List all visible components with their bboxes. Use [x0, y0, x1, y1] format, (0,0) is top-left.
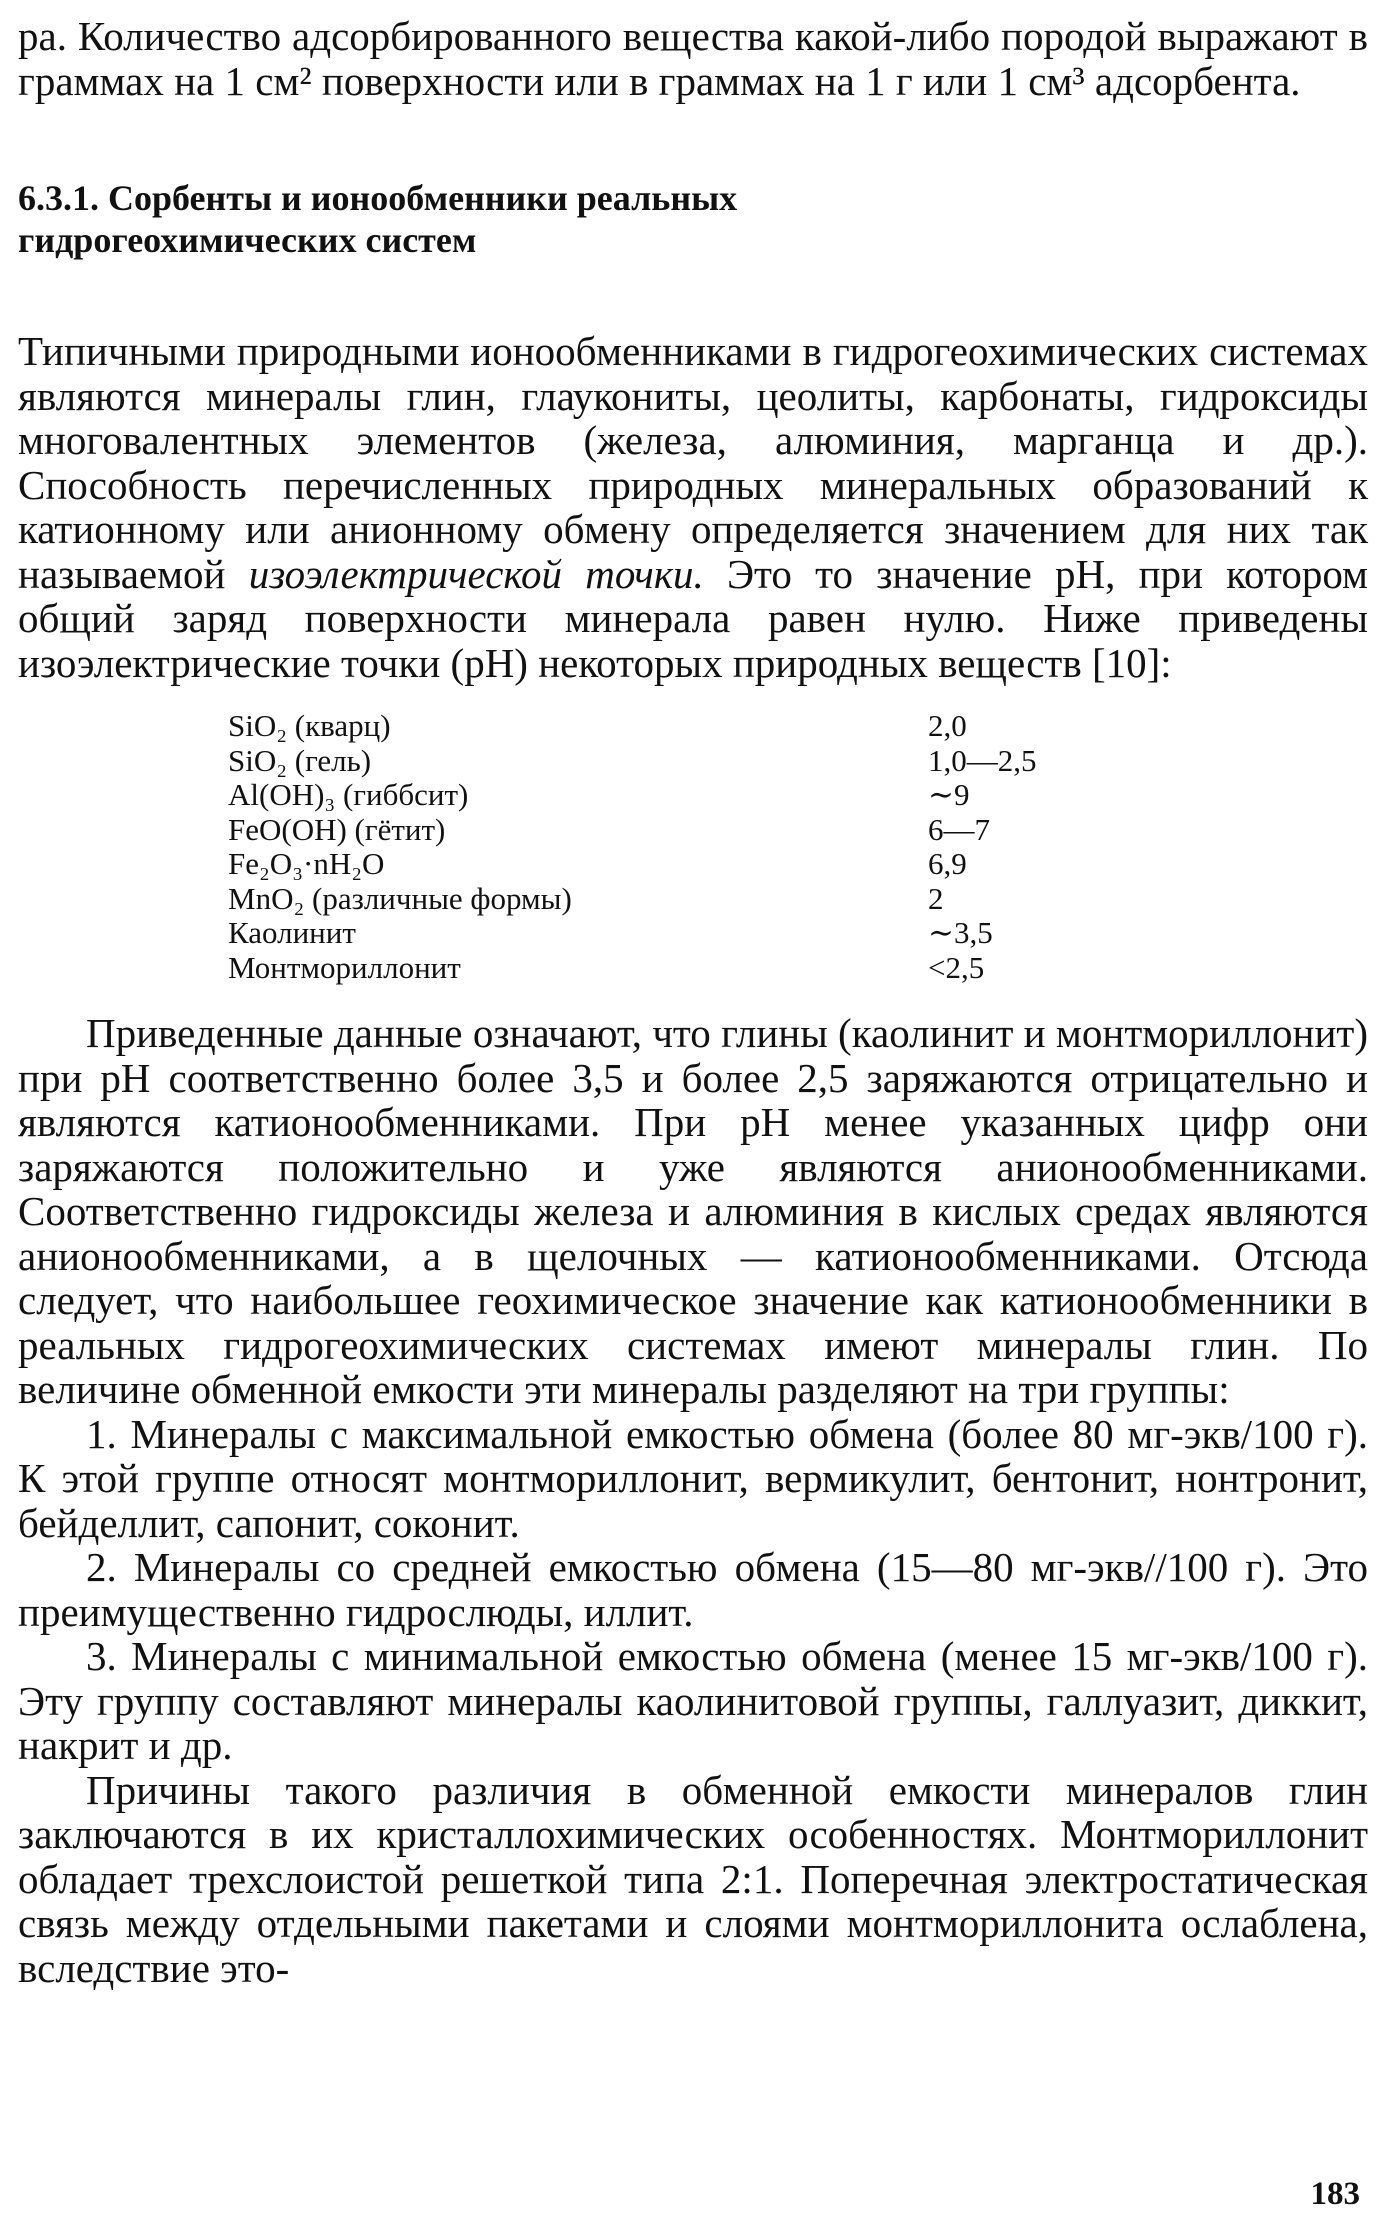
paragraph-text-start: Типичными природными ионообменниками в гидрогеохимических системах являются минералы глин, глаукониты, цеолиты, карбонаты, гидроксиды многовалентных элементов (железа, алюминия, марганца и др.). Способность перечисленных природных минеральных образований к катионному или анионному обмену определяется значением для них так называемой — [18, 328, 1368, 597]
isoelectric-value: 2,0 — [928, 708, 967, 743]
substance-name: MnO₂ (различные формы) — [228, 880, 572, 916]
isoelectric-value: 1,0—2,5 — [928, 742, 1037, 778]
document-page — [18, 14, 1368, 1990]
isoelectric-value: ∼9 — [928, 777, 970, 812]
intro-paragraph: ра. Количество адсорбированного вещества какой-либо породой выражают в граммах на 1 см² поверхности или в граммах на 1 г или 1 см³ адсорбента. — [18, 13, 1368, 104]
section-heading-line-1: 6.3.1. Сорбенты и ионообменники реальных — [18, 178, 738, 218]
substance-name: SiO₂ (кварц) — [228, 708, 391, 743]
group-2: 2. Минералы со средней емкостью обмена (15—80 мг-экв//100 г). Это преимущественно гидрослюды, иллит. — [18, 1544, 1368, 1635]
isoelectric-value: <2,5 — [928, 949, 985, 985]
group-1: 1. Минералы с максимальной емкостью обмена (более 80 мг-экв/100 г). К этой группе относят монтмориллонит, вермикулит, бентонит, нонтронит, бейделлит, сапонит, соконит. — [18, 1410, 1368, 1546]
substance-name: SiO₂ (гель) — [228, 742, 372, 778]
isoelectric-row — [228, 778, 1037, 813]
section-heading-line-2: гидрогеохимических систем — [18, 220, 477, 260]
paragraph-data-meaning: Приведенные данные означают, что глины (каолинит и монтмориллонит) при pH соответственно более 3,5 и более 2,5 заряжаются отрицательно и являются катионообменниками. При pH менее указанных цифр они заряжаются положительно и уже являются анионообменниками. Соответственно гидроксиды железа и алюминия в кислых средах являются анионообменниками, а в щелочных — катионообменниками. Отсюда следует, что наибольшее геохимическое значение как катионообменники в реальных гидрогеохимических системах имеют минералы глин. По величине обменной емкости эти минералы разделяют на три группы: — [18, 1010, 1368, 1412]
substance-name: Fe₂O₃·nH₂O — [228, 846, 385, 881]
paragraph-text-end: Это то значение pH, при котором общий заряд поверхности минерала равен нулю. Ниже приведены изоэлектрические точки (pH) некоторых природных веществ [10]: — [18, 550, 1368, 686]
isoelectric-value: 6—7 — [928, 811, 990, 847]
substance-name: Каолинит — [228, 915, 356, 950]
substance-name: Монтмориллонит — [228, 949, 461, 985]
isoelectric-value: 6,9 — [928, 846, 967, 881]
group-3: 3. Минералы с минимальной емкостью обмена (менее 15 мг-экв/100 г). Эту группу составляют минералы каолинитовой группы, галлуазит, диккит, накрит и др. — [18, 1633, 1368, 1768]
isoelectric-points-body — [228, 709, 1037, 985]
paragraph-reasons: Причины такого различия в обменной емкости минералов глин заключаются в их кристаллохимических особенностях. Монтмориллонит обладает трехслоистой решеткой типа 2:1. Поперечная электростатическая связь между отдельными пакетами и слоями монтмориллонита ослаблена, вследствие это- — [18, 1766, 1368, 1991]
paragraph-ion-exchangers — [18, 329, 1368, 685]
isoelectric-row — [228, 882, 1037, 917]
isoelectric-row — [228, 813, 1037, 848]
isoelectric-row — [228, 744, 1037, 779]
isoelectric-row — [228, 709, 1037, 744]
isoelectric-value: 2 — [928, 880, 944, 916]
italic-term: изоэлектрической точки. — [248, 550, 704, 597]
isoelectric-row — [228, 916, 1037, 951]
isoelectric-row — [228, 951, 1037, 986]
isoelectric-value: ∼3,5 — [928, 915, 993, 950]
isoelectric-row — [228, 847, 1037, 882]
page-number: 183 — [1310, 2176, 1360, 2212]
substance-name: Al(OH)₃ (гиббсит) — [228, 777, 469, 812]
section-heading — [18, 177, 1368, 261]
isoelectric-points-table — [228, 709, 1037, 985]
substance-name: FeO(OH) (гётит) — [228, 811, 446, 847]
